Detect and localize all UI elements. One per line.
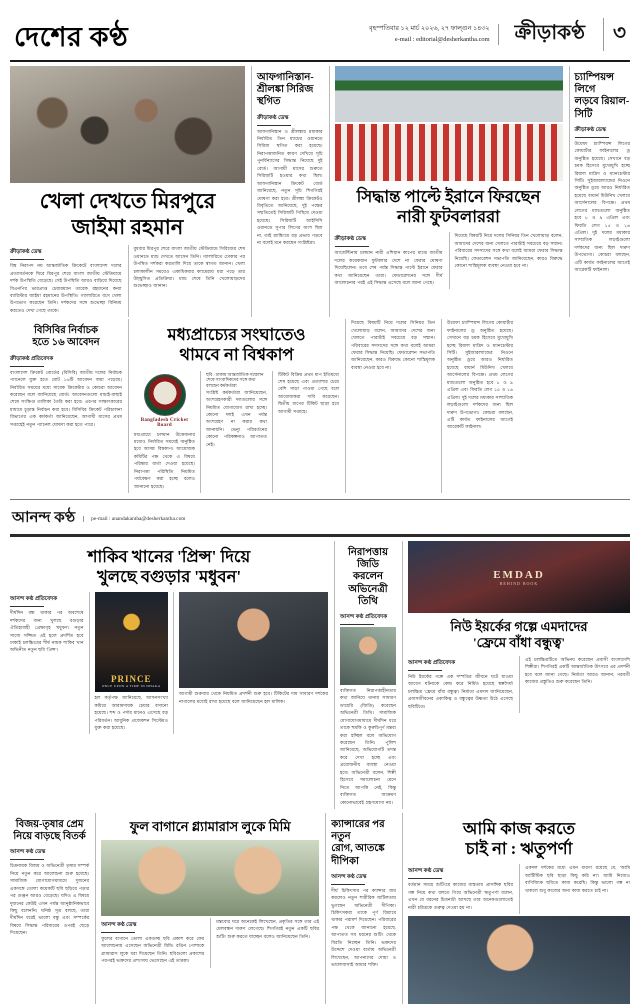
worldcup-column: [128, 319, 339, 493]
bcb-selector-byline: ক্রীড়াকণ্ঠ প্রতিবেদক: [10, 355, 54, 362]
byline-rule: [335, 246, 369, 247]
worldcup-col3: [272, 371, 339, 494]
ananda-lead-column: [10, 541, 328, 809]
emdad-col1: [408, 656, 513, 713]
champions-league-column: [569, 66, 630, 317]
ananda-bottom-grid: [0, 813, 640, 1004]
bijoy-trisha-body: চিত্রনায়ক বিজয় ও অভিনেত্রী তৃষার সম্পর্ক নিয়ে নতুন করে আলোচনা শুরু হয়েছে। সামাজিক যোগাযোগমাধ্যমে দুজনের একসঙ্গে তোলা কয়েকটি ছবি ছড়িয়ে পড়ার পর গুঞ্জন আরও বেড়েছে। যদিও এ বিষয়ে দুজনের কেউই এখন পর্যন্ত আনুষ্ঠানিকভাবে কিছু বলেননি। ঘনিষ্ঠ সূত্র বলছে, তারা দীর্ঘদিন ধরেই ভালো বন্ধু এবং সম্পর্কের বিষয়ে সিদ্ধান্ত পরিবারের ওপরই ছেড়ে দিয়েছেন।: [10, 863, 90, 936]
champions-league-byline: ক্রীড়াকণ্ঠ ডেস্ক: [574, 126, 607, 133]
lead-headline: খেলা দেখতে মিরপুরে জাইমা রহমান: [39, 189, 216, 239]
byline-rule: [101, 932, 135, 933]
center-lead-body-grid: [335, 232, 563, 289]
mimi-photo: [101, 840, 319, 916]
tithi-photo: [340, 627, 396, 685]
lead-body-2: বুধবার মিরপুর শেরে বাংলা জাতীয় স্টেডিয়ামে সিরিজের শেষ ওয়ানডে ম্যাচ দেখতে আসেন তিনি। গ্যালারিতে ঢোকার পর উপস্থিত দর্শকরা করতালি দিয়ে তাকে স্বাগত জানান। খেলা চলাকালীন সময়েও একাধিকবার ক্যামেরায় ধরা পড়ে তার উচ্ছ্বসিত প্রতিক্রিয়া। ম্যাচ শেষে তিনি খেলোয়াড়দের শুভেচ্ছাও জানান।: [133, 246, 245, 289]
worldcup-col2: [200, 371, 267, 494]
mimi-col1: [101, 918, 204, 968]
mimi-body-1: ফুলের বাগানে তোলা একগুচ্ছ ছবি প্রকাশ করে ফের আলোচনায় এসেছেন অভিনেত্রী মিমি। রঙিন পোশাকে গ্ল্যামারাস লুকে ধরা দিয়েছেন তিনি। ছবিগুলো প্রকাশের পরপরই ভক্তদের প্রশংসায় ভেসেছেন এই তারকা।: [101, 935, 205, 964]
afghan-srilanka-byline: ক্রীড়াকণ্ঠ ডেস্ক: [257, 114, 289, 121]
bcb-selector-column: [10, 319, 122, 493]
ananda-band: [10, 534, 630, 537]
byline-rule: [10, 859, 44, 860]
center-lead-column: [329, 66, 563, 317]
masthead: [0, 0, 640, 55]
champions-league-kicker: চ্যাম্পিয়ন্স লিগে লড়বে রিয়াল-সিটি: [574, 72, 630, 120]
lead-body-1: বিশ্ব নিরাপদ নয় আন্তর্জাতিক ক্রিকেটে বাংলাদেশ দলের প্রত্যাবর্তনকে ঘিরে মিরপুর শেরে বাংলা জাতীয় স্টেডিয়ামে দর্শক উপস্থিতি বেড়েছে। সেই উপস্থিতি আরও বাড়িয়ে দিয়েছে বিএনপির ভারপ্রাপ্ত চেয়ারম্যান তারেক রহমানের কন্যা ব্যারিস্টার জাইমা রহমানের উপস্থিতি। গ্যালারিতে বসে খেলা উপভোগ করেছেন তিনি। দর্শকদের সঙ্গে শুভেচ্ছা বিনিময় করতেও দেখা গেছে তাকে।: [10, 263, 122, 313]
rituparna-body-1: বর্তমান সময়ে শুটিংয়ে কাজের ব্যস্ততায় প্রাসঙ্গিক ছবির গল্প নিয়ে কথা বলতে গিয়ে অভিনেত্রী ঋতুপর্ণা বলেন, এখন যে ধরনের চিত্রনাট্য আসছে তার অনেকগুলোতেই নারী চরিত্রকে গুরুত্ব দেওয়া হয় না।: [408, 882, 513, 910]
ananda-email: pe-mail : anandakantha@desherkantha.com: [83, 516, 185, 522]
rituparna-byline: আনন্দ কণ্ঠ ডেস্ক: [408, 868, 444, 875]
sports-filler-column-b: [441, 319, 513, 493]
film-subtitle: BEHIND BOOK: [499, 580, 539, 586]
rituparna-headline: আমি কাজ করতে চাই না : ঋতুপর্ণা: [462, 818, 576, 859]
tithi-body: ব্যক্তিগত নিরাপত্তাহীনতার কথা জানিয়ে থানায় সাধারণ ডায়েরি (জিডি) করেছেন অভিনেত্রী তিথি। সামাজিক যোগাযোগমাধ্যমে দীর্ঘদিন ধরে তাকে হুমকি ও কুরুচিপূর্ণ মন্তব্য করা হচ্ছিল বলে অভিযোগ করেছেন তিনি। পুলিশ জানিয়েছে, অভিযোগটি তদন্ত করে দেখা হচ্ছে এবং প্রয়োজনীয় ব্যবস্থা নেওয়া হবে। অভিনেত্রী বলেন, শিল্পী হিসেবে সমালোচনা মেনে নিতে আপত্তি নেই, কিন্তু ব্যক্তিগত আক্রমণ কোনোভাবেই গ্রহণযোগ্য নয়।: [340, 687, 396, 805]
byline-rule: [10, 606, 44, 607]
shakib-khan-photo: [179, 592, 328, 688]
ananda-lead-body-1: দীর্ঘদিন বন্ধ থাকার পর অবশেষে দর্শকদের জন্য খুলছে বগুড়ার ঐতিহ্যবাহী প্রেক্ষাগৃহ 'মধুবন'। নতুন সাজে সজ্জিত এই হলে প্রদর্শিত হবে ঢাকাই চলচ্চিত্রের শীর্ষ নায়ক শাকিব খান অভিনীত নতুন ছবি 'প্রিন্স'।: [10, 610, 84, 653]
sports-lead-column: [10, 66, 245, 317]
emdad-col2: [519, 656, 630, 713]
ananda-lead-body-2: হল কর্তৃপক্ষ জানিয়েছে, আসনসংখ্যা কমিয়ে আরামদায়ক চেয়ার বসানো হয়েছে। শব্দ ও পর্দার মানেও এসেছে বড় পরিবর্তন। আধুনিক প্রজেকশন সিস্টেমও যুক্ত করা হয়েছে।: [94, 695, 168, 731]
poster-subtitle: ONCE UPON A TIME IN DHAKA: [101, 684, 161, 689]
byline-rule: [575, 137, 609, 138]
bcb-logo-caption: Bangladesh Cricket Board: [140, 417, 189, 428]
center-lead-body-1: আর্জেন্টিনায় চলমান নারী এশিয়ান কাপের মাঝে জাতীয় দলের কয়েকজন ফুটবলার দেশে না ফেরার ঘোষণা দিয়েছিলেন। তবে শেষ পর্যন্ত সিদ্ধান্ত পাল্টে ইরানে ফেরার কথা জানিয়েছেন তারা। ফেডারেশনের সঙ্গে দীর্ঘ আলোচনার পরই এই সিদ্ধান্ত এসেছে বলে জানা গেছে।: [334, 250, 443, 285]
byline-rule: [408, 878, 442, 879]
sports-filler-column-a: [345, 319, 435, 493]
center-lead-col1: [335, 232, 443, 289]
lead-body-grid: [10, 245, 245, 317]
ananda-masthead: [0, 506, 640, 531]
sports-filler-a-body: দিয়েছে বিষয়টি নিয়ে দলের সিনিয়র তিন খেলোয়াড় বলেন, আমাদের দেশের জন্য খেলতে পারাটাই সবচেয়ে বড় সম্মান। পরিবারের সদস্যদের সঙ্গে কথা বলেই আমরা ফেরার সিদ্ধান্ত নিয়েছি। ফেডারেশন সভাপতি জানিয়েছেন, কারও বিরুদ্ধে কোনো শাস্তিমূলক ব্যবস্থা নেওয়া হবে না।: [351, 320, 435, 370]
lead-body-col1: [10, 245, 122, 317]
rituparna-body-2: একদল দর্শকের মধ্যে এমন ধারণা রয়েছে যে, 'আমি আর্টিস্টিক ছবি ছাড়া কিছু করি না'। আমি নিজেও বাণিজ্যিক ছবিতে কাজ করেছি। কিন্তু ভালো গল্প না থাকলে শুধু কাজের জন্য কাজ করতে চাই না।: [525, 865, 630, 893]
bcb-selector-body: বাংলাদেশ ক্রিকেট বোর্ডের (বিসিবি) জাতীয় দলের নির্বাচক প্যানেলে যুক্ত হতে মোট ১৬টি আবেদন জমা পড়েছে। নির্ধারিত সময়ের মধ্যে সাবেক ক্রিকেটার ও কোচরা আবেদন করেছেন বলে জানিয়েছে বোর্ড। আবেদনগুলো যাচাই-বাছাই শেষে সংক্ষিপ্ত তালিকা তৈরি করা হবে। এরপর সাক্ষাৎকারের মাধ্যমে চূড়ান্ত নির্বাচন করা হবে। বিসিবির ক্রিকেট পরিচালনা বিভাগের এক কর্মকর্তা জানিয়েছেন, আগামী মাসের প্রথম সপ্তাহেই নতুন প্যানেল ঘোষণা করা হতে পারে।: [10, 369, 122, 427]
rituparna-col1: [408, 864, 513, 914]
sports-top-grid: [0, 66, 640, 317]
rituparna-photo: [408, 916, 630, 1004]
rituparna-col2: [519, 864, 630, 914]
center-lead-byline: ক্রীড়াকণ্ঠ ডেস্ক: [334, 236, 367, 243]
masthead-rule: [10, 60, 630, 62]
lead-body-col2: [128, 245, 246, 317]
newspaper-logo: দেশের কণ্ঠ: [14, 22, 129, 52]
ananda-lead-byline: আনন্দ কণ্ঠ প্রতিবেদক: [10, 596, 58, 603]
worldcup-body-3: টিকিট বিক্রির প্রথম ধাপ ইতিমধ্যে শেষ হয়েছে এবং প্রত্যাশার চেয়ে বেশি সাড়া পাওয়া গেছে বলে আয়োজকরা দাবি করেছেন। দ্বিতীয় ধাপের টিকিট ছাড়া হবে আগামী সপ্তাহে।: [278, 371, 339, 414]
emdad-headline: নিউ ইয়র্কের গল্পে এমদাদের 'ফ্রেমে বাঁধা বন্ধুত্ব': [450, 619, 588, 650]
ananda-lead-headline: শাকিব খানের 'প্রিন্স' দিয়ে খুলছে বগুড়ার 'মধুবন': [87, 547, 251, 587]
masthead-dateblock: [369, 24, 498, 45]
section-title: ক্রীড়াকণ্ঠ: [514, 22, 585, 44]
rituparna-body-grid: [408, 864, 630, 914]
worldcup-body-grid: [134, 371, 339, 494]
afghan-srilanka-column: [251, 66, 323, 317]
bcb-logo: [144, 374, 186, 416]
bijoy-trisha-byline: আনন্দ কণ্ঠ ডেস্ক: [10, 849, 46, 856]
emdad-byline: আনন্দ কণ্ঠ প্রতিবেদক: [408, 659, 456, 666]
mimi-byline: আনন্দ কণ্ঠ ডেস্ক: [101, 921, 137, 928]
byline-rule: [331, 884, 365, 885]
poster-title: PRINCE: [110, 674, 152, 685]
rituparna-column: [402, 813, 630, 1004]
mimi-col2: [210, 918, 319, 968]
ananda-lead-poster-col: [89, 592, 169, 734]
lead-photo: [10, 66, 245, 183]
worldcup-caption: ছবি : ঢাকায় আন্তর্জাতিক সম্মেলন শেষে সাংবাদিকদের সঙ্গে কথা বলছেন কর্মকর্তারা: [206, 371, 264, 388]
prince-poster: [95, 592, 169, 692]
byline-rule: [257, 125, 291, 126]
byline-rule: [10, 259, 44, 260]
ananda-lead-body-3: আগামী শুক্রবার থেকে নিয়মিত প্রদর্শনী শুরু হবে। টিকিটের দাম সাধারণ দর্শকের নাগালের মধ্যেই রাখা হয়েছে বলে জানিয়েছেন হল মালিক।: [179, 691, 328, 704]
bcb-selector-kicker: বিসিবির নির্বাচক হতে ১৬ আবেদন: [32, 325, 100, 349]
ananda-logo: আনন্দ কণ্ঠ: [12, 510, 76, 527]
afghan-srilanka-kicker: আফগানিস্তান-শ্রীলঙ্কা সিরিজ স্থগিত: [257, 72, 314, 108]
sports-filler-b-body: উয়েফা চ্যাম্পিয়ন্স লিগের কোয়ার্টার ফাইনালের ড্র অনুষ্ঠিত হয়েছে। সেখানে বড় চমক হিসেবে মুখোমুখি হচ্ছে রিয়াল মাদ্রিদ ও ম্যানচেস্টার সিটি। সুইজারল্যান্ডের নিওনে অনুষ্ঠিত ড্রয়ে আরও নির্ধারিত হয়েছে বায়ার্ন মিউনিখ খেলবে আর্সেনালের বিপক্ষে। প্রথম লেগের ম্যাচগুলো অনুষ্ঠিত হবে ৮ ও ৯ এপ্রিল এবং ফিরতি লেগ ১৫ ও ১৬ এপ্রিল। দুই দলের মধ্যকার সাম্প্রতিক লড়াইগুলো দর্শকদের জন্য ছিল দারুণ উপভোগ্য। কোচরা বলছেন, এটি কার্যত ফাইনালের আগেই আরেকটি ফাইনাল।: [447, 320, 513, 430]
tithi-column: [334, 541, 396, 809]
deepika-column: [325, 813, 396, 1004]
center-lead-body-2: দিয়েছে বিষয়টি নিয়ে দলের সিনিয়র তিন খেলোয়াড় বলেন, আমাদের দেশের জন্য খেলতে পারাটাই সবচেয়ে বড় সম্মান। পরিবারের সদস্যদের সঙ্গে কথা বলেই আমরা ফেরার সিদ্ধান্ত নিয়েছি। ফেডারেশন সভাপতি জানিয়েছেন, কারও বিরুদ্ধে কোনো শাস্তিমূলক ব্যবস্থা নেওয়া হবে না।: [454, 233, 563, 268]
worldcup-body-2: সংশ্লিষ্ট কর্মকর্তারা জানিয়েছেন, অংশগ্রহণকারী দলগুলোর সঙ্গে নিয়মিত যোগাযোগ রাখা হচ্ছে। কোনো দলই এখন পর্যন্ত অংশগ্রহণ না করার কথা জানায়নি। ভেন্যু পরিবর্তনের কোনো পরিকল্পনাও আপাতত নেই।: [206, 389, 267, 447]
worldcup-headline: মধ্যপ্রাচ্যের সংঘাতেও থামবে না বিশ্বকাপ: [167, 325, 306, 365]
ananda-lead-body-grid: [10, 592, 328, 734]
tithi-byline: আনন্দ কণ্ঠ প্রতিবেদক: [340, 613, 388, 620]
emdad-body-1: নিউ ইয়র্কের গল্পে এক দম্পতির জীবনে ঘটে যাওয়া আবেগ ঘটনাকে কেন্দ্র করে নির্মিত হয়েছে স্বল্পদৈর্ঘ্য চলচ্চিত্র 'ফ্রেমে বাঁধা বন্ধুত্ব'। নির্মাতা এমদাদ জানিয়েছেন, প্রবাসজীবনের একাকিত্ব ও বন্ধুত্বের উষ্ণতা উঠে এসেছে ছবিটিতে।: [408, 673, 513, 709]
emdad-film-banner: [408, 541, 630, 613]
center-lead-headline: সিদ্ধান্ত পাল্টে ইরানে ফিরছেন নারী ফুটবলাররা: [356, 187, 541, 227]
mimi-body-2: মন্তব্যের ঘরে অনেকেই লিখেছেন, প্রকৃতির সঙ্গে তার এই মেলবন্ধন দারুণ লেগেছে। শিগগিরই নতুন একটি ছবির শুটিং শুরু করতে যাচ্ছেন বলেও জানিয়েছেন তিনি।: [216, 918, 320, 939]
deepika-kicker: ক্যান্সারের পর নতুন রোগ, আতঙ্কে দীপিকা: [331, 818, 385, 867]
afghan-srilanka-body: আফগানিস্তান ও শ্রীলঙ্কার মধ্যকার নির্ধারিত তিন ম্যাচের ওয়ানডে সিরিজ স্থগিত করা হয়েছে। নিরাপত্তাজনিত কারণ দেখিয়ে সূচি পুনর্বিন্যাসের সিদ্ধান্ত নিয়েছে দুই বোর্ড। আগামী মাসের শুরুতে সিরিজটি হওয়ার কথা ছিল। আফগানিস্তান ক্রিকেট বোর্ড জানিয়েছে, নতুন সূচি শিগগিরই ঘোষণা করা হবে। শ্রীলঙ্কা ক্রিকেটও বিবৃতিতে জানিয়েছে, দুই পক্ষের সম্মতিতেই সিরিজটি পিছিয়ে দেওয়া হয়েছে। সিরিজটি আইসিসি ওয়ানডে সুপার লিগের অংশ ছিল না, তাই র‍্যাঙ্কিংয়ে বড় প্রভাব পড়বে না বলেই মনে করছেন সংশ্লিষ্টরা।: [257, 128, 323, 246]
byline-rule: [10, 366, 44, 367]
bijoy-trisha-column: [10, 813, 89, 1004]
masthead-right: [369, 18, 626, 51]
emdad-body-grid: [408, 656, 630, 713]
deepika-body: দীর্ঘ চিকিৎসার পর ক্যান্সার জয় করলেও নতুন শারীরিক জটিলতায় ভুগছেন অভিনেত্রী দীপিকা। চিকিৎসকরা তাকে পূর্ণ বিশ্রামে থাকার পরামর্শ দিয়েছেন। পরিবারের পক্ষ থেকে জানানো হয়েছে, আপাতত সব ধরনের শুটিং থেকে বিরতি নিচ্ছেন তিনি। ভক্তদের উদ্দেশে দেওয়া বার্তায় অভিনেত্রী লিখেছেন, আপনাদের দোয়া ও ভালোবাসাই আমার শক্তি।: [331, 887, 396, 968]
ananda-top-grid: [0, 541, 640, 809]
sports-second-grid: [0, 319, 640, 493]
mimi-body-grid: [101, 918, 319, 968]
bijoy-trisha-kicker: বিজয়-তৃষার প্রেম নিয়ে বাড়ছে বিতর্ক: [13, 818, 86, 843]
ananda-lead-photo-col: [173, 592, 328, 734]
emdad-column: [402, 541, 630, 809]
deepika-byline: আনন্দ কণ্ঠ ডেস্ক: [331, 873, 367, 880]
byline-rule: [340, 624, 374, 625]
center-lead-col2: [449, 232, 563, 289]
film-title: EMDAD: [493, 568, 545, 581]
worldcup-body-1: মধ্যপ্রাচ্যে চলমান উত্তেজনার মধ্যেও নির্ধারিত সময়েই অনুষ্ঠিত হবে আসন্ন বিশ্বকাপ। আয়োজক কমিটির পক্ষ থেকে এ বিষয়ে পরিষ্কার বার্তা দেওয়া হয়েছে। নিরাপত্তা পরিস্থিতি নিয়মিত পর্যবেক্ষণ করা হচ্ছে বলেও জানানো হয়েছে।: [134, 431, 195, 489]
publication-date: বৃহস্পতিবার ১২ মার্চ ২০২৬, ২৭ ফাল্গুন ১৪৩২: [369, 25, 490, 33]
champions-league-body: উয়েফা চ্যাম্পিয়ন্স লিগের কোয়ার্টার ফাইনালের ড্র অনুষ্ঠিত হয়েছে। সেখানে বড় চমক হিসেবে মুখোমুখি হচ্ছে রিয়াল মাদ্রিদ ও ম্যানচেস্টার সিটি। সুইজারল্যান্ডের নিওনে অনুষ্ঠিত ড্রয়ে আরও নির্ধারিত হয়েছে বায়ার্ন মিউনিখ খেলবে আর্সেনালের বিপক্ষে। প্রথম লেগের ম্যাচগুলো অনুষ্ঠিত হবে ৮ ও ৯ এপ্রিল এবং ফিরতি লেগ ১৫ ও ১৬ এপ্রিল। দুই দলের মধ্যকার সাম্প্রতিক লড়াইগুলো দর্শকদের জন্য ছিল দারুণ উপভোগ্য। কোচরা বলছেন, এটি কার্যত ফাইনালের আগেই আরেকটি ফাইনাল।: [574, 140, 630, 273]
worldcup-logo-col: [134, 371, 195, 494]
mimi-column: [95, 813, 319, 1004]
ananda-lead-col1: [10, 592, 84, 734]
mimi-headline: ফুল বাগানে গ্ল্যামারাস লুকে মিমি: [129, 818, 291, 834]
ananda-top-rule: [10, 499, 630, 500]
page-number: ৩: [603, 18, 626, 51]
lead-byline: ক্রীড়াকণ্ঠ ডেস্ক: [10, 249, 42, 256]
team-lineup-photo: [335, 124, 563, 181]
editorial-email: e-mail : editorial@desherkantha.com: [394, 35, 490, 43]
byline-rule: [408, 670, 442, 671]
emdad-body-2: এই চলচ্চিত্রটিতে অভিনয় করেছেন প্রবাসী বাংলাদেশি শিল্পীরা। শিগগিরই একটি আন্তর্জাতিক উৎসবে এর প্রদর্শনী হবে বলে জানা গেছে। নির্মাতা আরও জানান, পরবর্তী কাজের প্রস্তুতিও শুরু করেছেন তিনি।: [525, 656, 630, 685]
stadium-photo: [335, 66, 563, 122]
tithi-kicker: নিরাপত্তায় জিডি করলেন অভিনেত্রী তিথি: [348, 547, 388, 607]
